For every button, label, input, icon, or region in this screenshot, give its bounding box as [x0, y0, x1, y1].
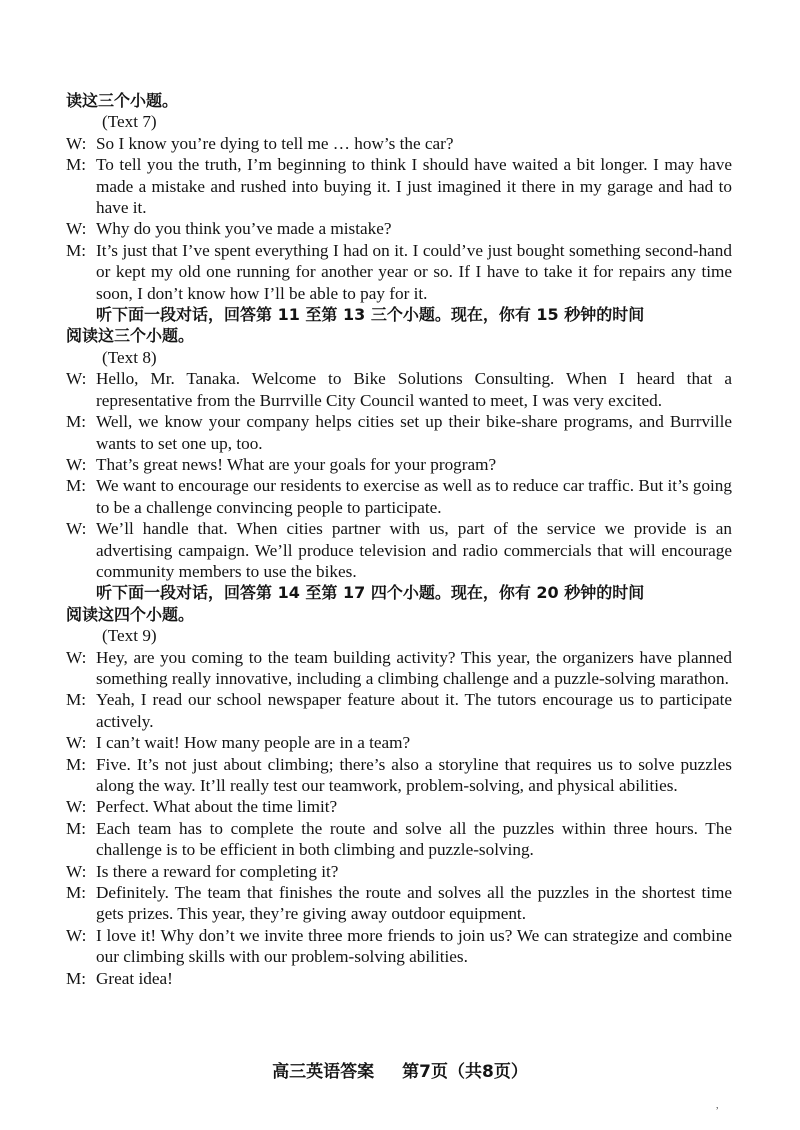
- dialogue-turn: [66, 882, 732, 925]
- utterance: I can’t wait! How many people are in a team?: [96, 733, 411, 753]
- speaker: M:: [66, 968, 87, 988]
- utterance: We’ll handle that. When cities partner with us, part of the service we provide is an advertising campaign. We’ll produce television and radio commercials that will encourage community members to use the bikes.: [96, 519, 732, 581]
- footer-page-number: 第7页（共8页）: [402, 1062, 528, 1082]
- text7-label: (Text 7): [102, 112, 157, 132]
- speaker: W:: [66, 133, 87, 153]
- page-footer: [0, 1057, 800, 1082]
- text9-label: (Text 9): [102, 626, 157, 646]
- dialogue-turn: [66, 647, 732, 690]
- speaker: W:: [66, 925, 87, 945]
- speaker: W:: [66, 733, 87, 753]
- utterance: Well, we know your company helps cities set up their bike-share programs, and Burrville wants to set one up, too.: [96, 412, 732, 453]
- dialogue-turn: [66, 925, 732, 968]
- speaker: M:: [66, 818, 87, 838]
- instruction-14-17-line2: 阅读这四个小题。: [66, 604, 195, 624]
- utterance: Five. It’s not just about climbing; there’s also a storyline that requires us to solve puzzles along the way. It’ll really test our teamwork, problem-solving, and physical abilities.: [96, 754, 732, 795]
- instruction-11-13-line2: 阅读这三个小题。: [66, 326, 195, 346]
- speaker: W:: [66, 454, 87, 474]
- dialogue-turn: [66, 454, 732, 475]
- dialogue-turn: [66, 411, 732, 454]
- utterance: We want to encourage our residents to exercise as well as to reduce car traffic. But it’s going to be a challenge convincing people to participate.: [96, 476, 732, 517]
- utterance: Definitely. The team that finishes the route and solves all the puzzles in the shortest time gets prizes. This year, they’re giving away outdoor equipment.: [96, 883, 732, 924]
- dialogue-turn: [66, 861, 732, 882]
- speaker: M:: [66, 155, 87, 175]
- utterance: Yeah, I read our school newspaper feature about it. The tutors encourage us to participate actively.: [96, 690, 732, 731]
- text8-label: (Text 8): [102, 347, 157, 367]
- intro-instruction: 读这三个小题。: [66, 91, 179, 110]
- dialogue-turn: [66, 518, 732, 582]
- speaker: M:: [66, 754, 87, 774]
- utterance: It’s just that I’ve spent everything I had on it. I could’ve just bought something second-hand or kept my old one running for another year or so. If I have to take it for repairs any time soon, I don’t know how I’ll be able to pay for it.: [96, 240, 732, 303]
- utterance: I love it! Why don’t we invite three more friends to join us? We can strategize and combine our climbing skills with our problem-solving abilities.: [96, 925, 732, 967]
- utterance: So I know you’re dying to tell me … how’s the car?: [96, 133, 454, 153]
- speaker: M:: [66, 476, 87, 496]
- dialogue-turn: [66, 796, 732, 817]
- utterance: Is there a reward for completing it?: [96, 861, 339, 881]
- footer-title: 高三英语答案: [272, 1062, 375, 1082]
- utterance: Great idea!: [96, 968, 173, 988]
- utterance: To tell you the truth, I’m beginning to think I should have waited a bit longer. I may have made a mistake and rushed into buying it. I just imagined it there in my garage and had to have it.: [96, 155, 732, 218]
- speaker: M:: [66, 412, 87, 432]
- transcript-body: [66, 90, 732, 989]
- dialogue-turn: [66, 475, 732, 518]
- dialogue-turn: [66, 689, 732, 732]
- dialogue-turn: [66, 968, 732, 989]
- speaker: W:: [66, 647, 87, 667]
- dialogue-turn: [66, 368, 732, 411]
- utterance: Why do you think you’ve made a mistake?: [96, 219, 392, 239]
- dialogue-turn: [66, 218, 732, 239]
- dialogue-turn: [66, 133, 732, 154]
- instruction-14-17-line1: 听下面一段对话，回答第 14 至第 17 四个小题。现在，你有 20 秒钟的时间: [96, 583, 645, 603]
- speaker: W:: [66, 797, 87, 817]
- utterance: Each team has to complete the route and solve all the puzzles within three hours. The challenge is to be efficient in both climbing and puzzle-solving.: [96, 818, 732, 860]
- dialogue-turn: [66, 732, 732, 753]
- instruction-11-13-line1: 听下面一段对话，回答第 11 至第 13 三个小题。现在，你有 15 秒钟的时间: [96, 305, 645, 325]
- speaker: M:: [66, 240, 87, 260]
- dialogue-turn: [66, 818, 732, 861]
- speaker: M:: [66, 883, 87, 903]
- speaker: W:: [66, 519, 87, 539]
- speaker: W:: [66, 369, 87, 389]
- utterance: Hey, are you coming to the team building activity? This year, the organizers have planned something really innovative, including a climbing challenge and a puzzle-solving marathon.: [96, 647, 732, 688]
- utterance: Hello, Mr. Tanaka. Welcome to Bike Solutions Consulting. When I heard that a representative from the Burrville City Council wanted to meet, I was very excited.: [96, 369, 732, 410]
- dialogue-turn: [66, 240, 732, 304]
- dialogue-turn: [66, 154, 732, 218]
- utterance: That’s great news! What are your goals for your program?: [96, 454, 497, 474]
- speaker: W:: [66, 861, 87, 881]
- dialogue-turn: [66, 754, 732, 797]
- scan-speck: ,: [716, 1100, 719, 1111]
- speaker: W:: [66, 219, 87, 239]
- speaker: M:: [66, 690, 87, 710]
- utterance: Perfect. What about the time limit?: [96, 797, 338, 817]
